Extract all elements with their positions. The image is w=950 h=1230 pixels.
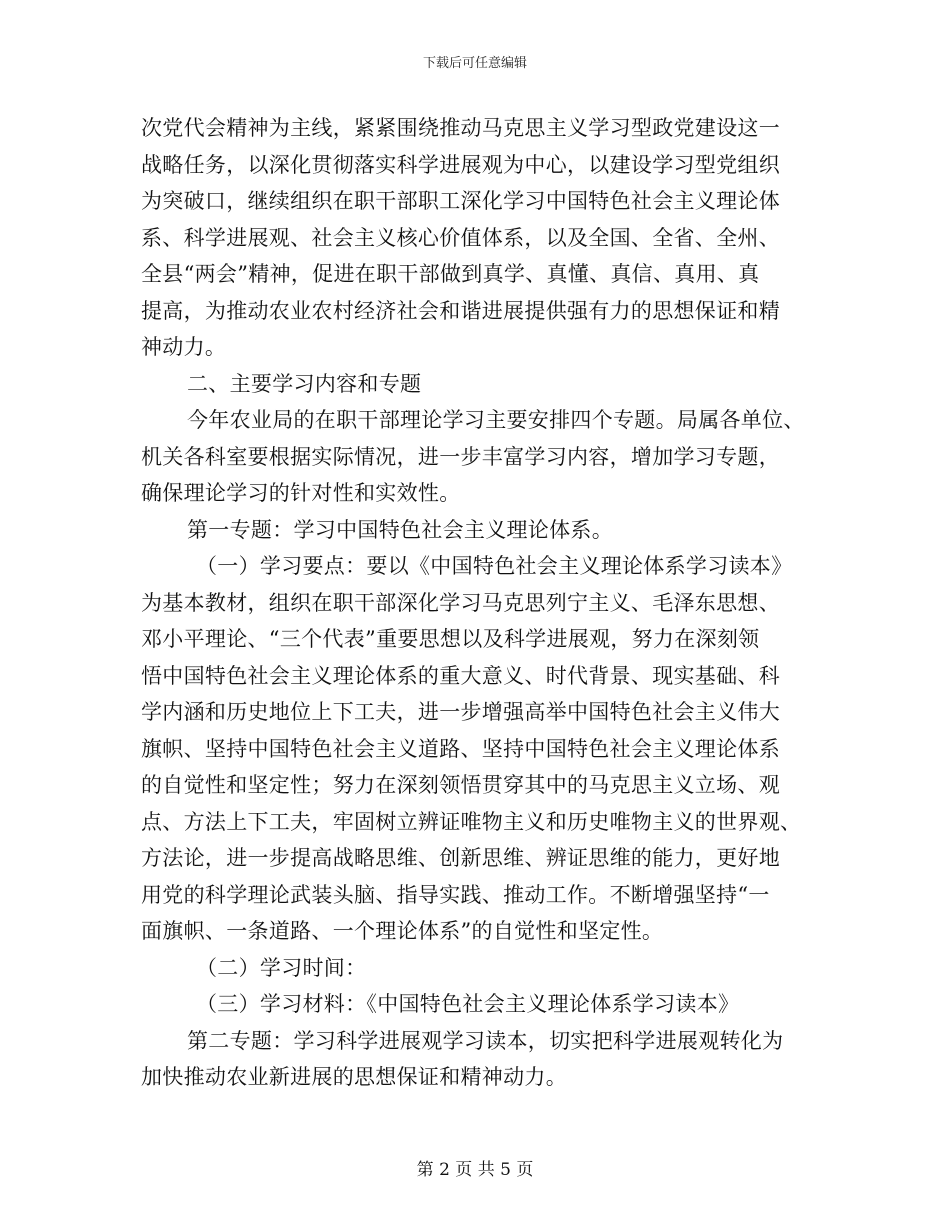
text-line: （三）学习材料：《中国特色社会主义理论体系学习读本》 [196,992,740,1016]
text-line: 确保理论学习的针对性和实效性。 [141,481,461,505]
text-line: 悟中国特色社会主义理论体系的重大意义、时代背景、现实基础、科 [141,663,780,688]
text-line: 二、主要学习内容和专题 [187,371,422,396]
text-line: 点、方法上下工夫，牢固树立辨证唯物主义和历史唯物主义的世界观、 [141,809,802,834]
text-line: 系、科学进展观、社会主义核心价值体系，以及全国、全省、全州、 [141,225,780,250]
document-body [141,110,811,1096]
text-line: 学内涵和历史地位上下工夫，进一步增强高举中国特色社会主义伟大 [141,700,780,724]
text-line: 第二专题：学习科学进展观学习读本，切实把科学进展观转化为 [187,1028,784,1053]
text-line: 提高，为推动农业农村经济社会和谐进展提供强有力的思想保证和精 [141,298,780,323]
text-line: 次党代会精神为主线，紧紧围绕推动马克思主义学习型政党建设这一 [141,116,780,140]
text-line: 第一专题：学习中国特色社会主义理论体系。 [187,517,613,542]
text-line: 邓小平理论、“三个代表”重要思想以及科学进展观，努力在深刻领 [141,627,760,651]
text-line: 为突破口，继续组织在职干部职工深化学习中国特色社会主义理论体 [141,189,780,213]
text-line: 旗帜、坚持中国特色社会主义道路、坚持中国特色社会主义理论体系 [141,736,780,761]
page-header: 下载后可任意编辑 [422,56,527,71]
page-number: 第 2 页 共 5 页 [416,1160,534,1180]
text-line: 为基本教材，组织在职干部深化学习马克思列宁主义、毛泽东思想、 [141,590,780,615]
text-line: 面旗帜、一条道路、一个理论体系”的自觉性和坚定性。 [141,919,664,943]
text-line: 今年农业局的在职干部理论学习主要安排四个专题。局属各单位、 [187,408,805,432]
text-line: 全县“两会”精神，促进在职干部做到真学、真懂、真信、真用、真 [141,262,760,286]
text-line: 神动力。 [141,335,227,359]
text-line: （一）学习要点：要以《中国特色社会主义理论体系学习读本》 [196,554,793,578]
text-line: 加快推动农业新进展的思想保证和精神动力。 [141,1065,567,1089]
text-line: 用党的科学理论武装头脑、指导实践、推动工作。不断增强坚持“一 [141,882,770,907]
text-line: 战略任务，以深化贯彻落实科学进展观为中心，以建设学习型党组织 [141,152,780,177]
text-line: 的自觉性和坚定性；努力在深刻领悟贯穿其中的马克思主义立场、观 [141,773,780,797]
text-line: （二）学习时间： [196,955,367,980]
text-line: 方法论，进一步提高战略思维、创新思维、辨证思维的能力，更好地 [141,846,780,870]
text-line: 机关各科室要根据实际情况，进一步丰富学习内容，增加学习专题， [141,444,780,469]
